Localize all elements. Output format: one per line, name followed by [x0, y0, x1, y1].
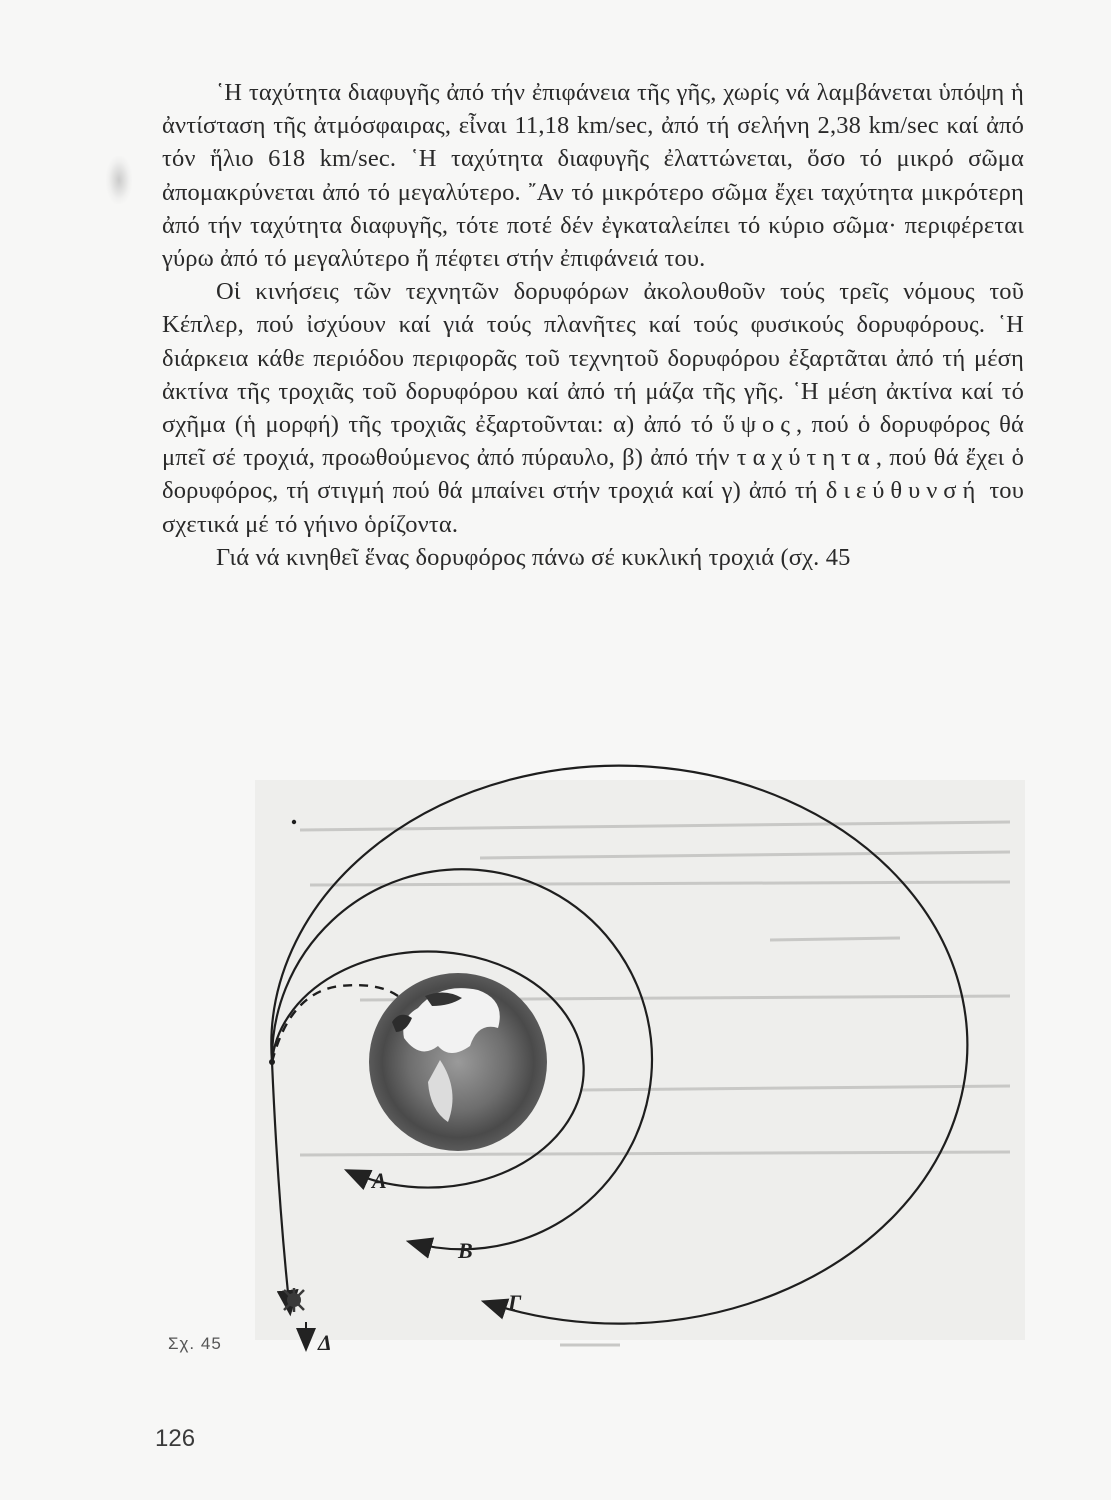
paragraph-kepler-part-b: , πού ὁ δορυφόρος θά μπεῖ σέ τροχιά, προωθούμενος ἀπό πύραυλο, β) ἀπό τήν — [162, 411, 1025, 472]
page-number: 126 — [155, 1425, 196, 1452]
paragraph-circular-orbit: Γιά νά κινηθεῖ ἕνας δορυφόρος πάνω σέ κυκλική τροχιά (σχ. 45 — [216, 543, 851, 571]
emphasis-direction: διεύθυνσή — [825, 477, 982, 505]
figure-caption: Σχ. 45 — [168, 1334, 222, 1353]
label-orbit-d: Δ — [318, 1330, 332, 1355]
orbit-figure — [0, 760, 1111, 1400]
orbit-diagram — [0, 760, 1111, 1400]
emphasis-height: ὕψος — [722, 411, 796, 439]
earth-globe — [369, 973, 547, 1151]
injection-point — [269, 1059, 275, 1065]
paragraph-kepler-part-c: , πού θά ἔχει ὁ δορυφόρος, τή στιγμή πού θά μπαίνει στήν τροχιά καί γ) ἀπό τή — [162, 444, 1024, 505]
label-orbit-b: B — [458, 1238, 473, 1263]
body-text — [162, 76, 1024, 574]
print-smudge — [106, 156, 132, 204]
dot-mark — [292, 820, 296, 824]
paragraph-kepler-laws — [162, 275, 1024, 541]
emphasis-speed: ταχύτητα — [736, 444, 876, 472]
label-orbit-a: A — [372, 1168, 387, 1193]
paragraph-escape-velocity: ῾Η ταχύτητα διαφυγῆς ἀπό τήν ἐπιφάνεια τῆς γῆς, χωρίς νά λαμβάνεται ὑπόψη ἡ ἀντίσταση τῆς ἀτμόσφαιρας, εἶναι 11,18 km/sec, ἀπό τή σελήνη 2,38 km/sec καί ἀπό τόν ἥλιο 618 km/sec. ῾Η ταχύτητα διαφυγῆς ἐλαττώνεται, ὅσο τό μικρό σῶμα ἀπομακρύνεται ἀπό τό μεγαλύτερο. ῎Αν τό μικρότερο σῶμα ἔχει ταχύτητα μικρότερη ἀπό τήν ταχύτητα διαφυγῆς, τότε ποτέ δέν ἐγκαταλείπει τό κύριο σῶμα· περιφέρεται γύρω ἀπό τό μεγαλύτερο ἤ πέφτει στήν ἐπιφάνειά του. — [162, 79, 1024, 273]
label-orbit-g: Γ — [508, 1290, 522, 1315]
paragraph-kepler-part-a: Οἱ κινήσεις τῶν τεχνητῶν δορυφόρων ἀκολουθοῦν τούς τρεῖς νόμους τοῦ Κέπλερ, πού ἰσχύουν καί γιά τούς πλανῆτες καί τούς φυσικούς δορυφόρους. ῾Η διάρκεια κάθε περιόδου περιφορᾶς τοῦ τεχνητοῦ δορυφόρου ἐξαρτᾶται ἀπό τή μέση ἀκτίνα τῆς τροχιᾶς τοῦ δορυφόρου καί ἀπό τή μάζα τῆς γῆς. ῾Η μέση ἀκτίνα καί τό σχῆμα (ἡ μορφή) τῆς τροχιᾶς ἐξαρτοῦνται: α) ἀπό τό — [162, 278, 1024, 439]
satellite-icon — [284, 1288, 304, 1312]
paragraph-kepler-part-d: του σχετικά μέ τό γήινο ὁρίζοντα. — [162, 477, 1024, 538]
